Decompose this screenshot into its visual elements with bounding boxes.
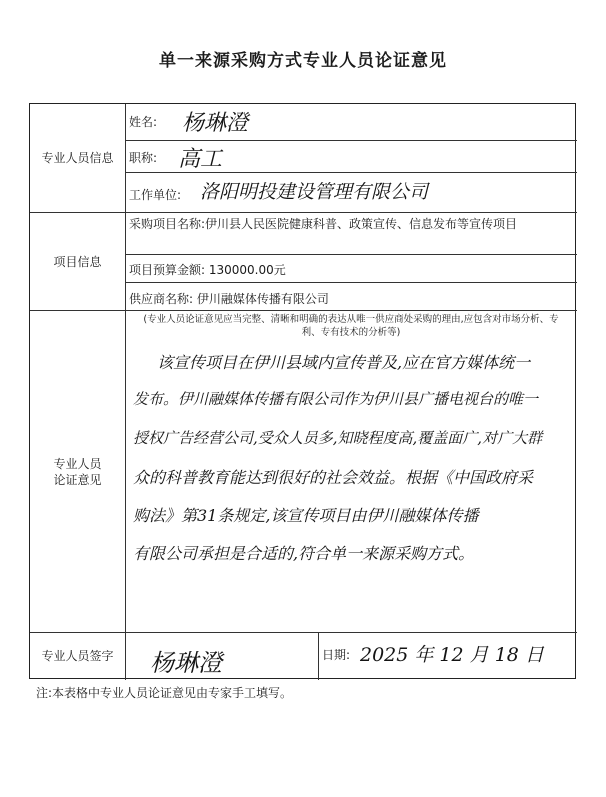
supplier: [129, 290, 329, 307]
opinion-line: 发布。伊川融媒体传播有限公司作为伊川县广播电视台的唯一: [133, 390, 539, 408]
row-divider: [125, 254, 577, 255]
signature-label: 专业人员签字: [41, 649, 114, 663]
expert-info-label: 专业人员信息: [41, 151, 114, 165]
row-divider: [30, 632, 577, 633]
project-name-label: 采购项目名称:: [129, 217, 206, 231]
name-handwritten: 杨琳澄: [182, 111, 249, 136]
project-name: [129, 215, 573, 233]
project-name-value: 伊川县人民医院健康科普、政策宣传、信息发布等宣传项目: [205, 217, 518, 231]
title-handwritten: 高工: [178, 147, 223, 172]
row-divider: [30, 310, 577, 311]
row-divider: [30, 212, 577, 213]
project-info-label: 项目信息: [53, 255, 102, 269]
column-divider: [318, 632, 319, 680]
row-divider: [125, 140, 577, 141]
footnote: 注:本表格中专业人员论证意见由专家手工填写。: [36, 686, 293, 700]
supplier-value: 伊川融媒体传播有限公司: [196, 292, 329, 306]
opinion-line: 授权广告经营公司,受众人员多,知晓程度高,覆盖面广,对广大群: [133, 429, 543, 447]
document-title: 单一来源采购方式专业人员论证意见: [159, 51, 447, 71]
name-label: 姓名:: [129, 115, 158, 129]
title-label: 职称:: [129, 151, 158, 165]
budget-value: 130000.00元: [208, 263, 286, 277]
certification-form: [29, 103, 576, 679]
employer-handwritten: 洛阳明投建设管理有限公司: [200, 181, 429, 203]
project-budget: [129, 261, 286, 278]
signature-handwritten: 杨琳澄: [150, 649, 222, 677]
opinion-line: 有限公司承担是合适的,符合单一来源采购方式。: [133, 544, 475, 563]
date-handwritten: 2025 年 12 月 18 日: [360, 644, 544, 666]
opinion-line: 该宣传项目在伊川县域内宣传普及,应在官方媒体统一: [157, 353, 531, 372]
employer-label: 工作单位:: [129, 188, 182, 202]
supplier-label: 供应商名称:: [129, 292, 194, 306]
row-divider: [125, 282, 577, 283]
opinion-instruction: (专业人员论证意见应当完整、清晰和明确的表达从唯一供应商处采购的理由,应包含对市场分析、专利、专有技术的分析等): [143, 314, 559, 338]
date-label: 日期:: [322, 648, 351, 662]
opinion-handwritten: [125, 350, 565, 580]
budget-label: 项目预算金额:: [129, 263, 206, 277]
opinion-line: 众的科普教育能达到很好的社会效益。根据《中国政府采: [133, 468, 534, 487]
opinion-label: 专业人员论证意见: [53, 457, 102, 487]
opinion-line: 购法》第31条规定,该宣传项目由伊川融媒体传播: [133, 506, 479, 525]
